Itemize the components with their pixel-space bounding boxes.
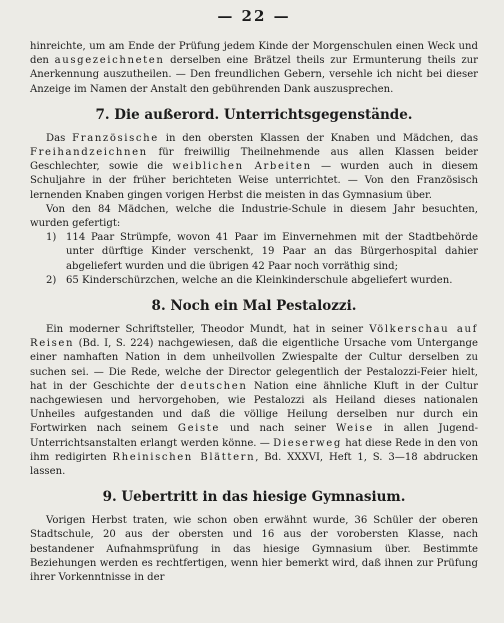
s8-text-g: , Bd. XXXVI, Heft 1, S. 3—18 abdrucken lassen. xyxy=(30,451,478,478)
section-7-paragraph-2: Von den 84 Mädchen, welche die Industrie-Schule in diesem Jahr besuchten, wurden gefertigt: xyxy=(30,203,478,230)
intro-spaced-1: ausgezeichneten xyxy=(54,55,165,67)
list-item-text: 114 Paar Strümpfe, wovon 41 Paar im Einvernehmen mit der Stadtbehörde unter dürftige Kinder verschenkt, 19 Paar an das Bürgerhospital dahier abgeliefert wurden und die übrigen 42 Paar noch vorräthig sind; xyxy=(66,232,478,272)
s8-text-d: und nach seiner xyxy=(219,423,336,435)
s7-text-a: Das xyxy=(46,132,73,144)
section-7-heading: 7. Die außerord. Unterrichtsgegenstände. xyxy=(95,106,413,123)
list-item-number: 2) xyxy=(46,274,57,286)
s7-spaced-2: Freihandzeichnen xyxy=(30,147,148,159)
section-8-paragraph xyxy=(30,323,478,479)
s8-text-f: hat diese Rede in den von ihm redigirten xyxy=(30,437,478,463)
s8-spaced-3: Geiste xyxy=(177,423,220,435)
s8-text-b: (Bd. I, S. 224) nachgewiesen, daß die eigentliche Ursache vom Untergange einer namhaften Nation in dem unheilvollen Zwiespalte der Cultur derselben zu suchen sei. — Die Rede, welche der Director gelegentlich der Pestalozzi-Feier hielt, hat in der Geschichte der xyxy=(30,338,478,392)
s8-spaced-2: deutschen xyxy=(180,380,248,392)
s7-spaced-3: weiblichen Arbeiten xyxy=(172,161,312,173)
s7-text-b: in den obersten Klassen der Knaben und Mädchen, das xyxy=(158,132,479,144)
list-item-number: 1) xyxy=(46,232,57,244)
intro-text-1: hinreichte, um am Ende der Prüfung jedem Kinde der Morgenschulen einen Weck und den xyxy=(30,41,478,67)
s8-spaced-4: Weise xyxy=(335,423,374,435)
s8-spaced-1: Völkerschau auf Reisen xyxy=(30,324,478,350)
intro-text-2: derselben eine Brätzel theils zur Ermunterung theils zur Anerkennung auszutheilen. — Den freundlichen Gebern, versehle ich nicht bei dieser Anzeige im Namen der Anstalt den gebührenden Dank auszusprechen. xyxy=(30,55,478,95)
intro-paragraph xyxy=(30,40,478,97)
s7-text-d: — wurden auch in diesem Schuljahre in der früher berichteten Weise unterrichtet. — Von den Französisch lernenden Knaben gingen vorigen Herbst die meisten in das Gymnasium über. xyxy=(30,161,478,201)
section-7-paragraph-1 xyxy=(30,132,478,203)
list-item xyxy=(30,274,478,288)
s7-spaced-1: Französische xyxy=(72,132,159,144)
page-number: — 22 — xyxy=(217,7,291,25)
list-item xyxy=(30,231,478,274)
section-9-heading: 9. Uebertritt in das hiesige Gymnasium. xyxy=(102,489,406,506)
list-item-text: 65 Kinderschürzchen, welche an die Kleinkinderschule abgeliefert wurden. xyxy=(66,274,453,286)
section-9-paragraph: Vorigen Herbst traten, wie schon oben erwähnt wurde, 36 Schüler der oberen Stadtschule, 20 aus der obersten und 16 aus der vorobersten Klasse, nach bestandener Aufnahmsprüfung in das hiesige Gymnasium über. Bestimmte Beziehungen werden es rechtfertigen, wenn hier bemerkt wird, daß ihnen zur Prüfung ihrer Vorkenntnisse in der xyxy=(30,515,478,584)
s8-spaced-6: Rheinischen Blättern xyxy=(112,451,256,463)
s8-spaced-5: Dieserweg xyxy=(273,437,342,449)
s8-text-e: in allen Jugend-Unterrichtsanstalten erlangt werden könne. — xyxy=(30,423,478,449)
s8-text-c: Nation eine ähnliche Kluft in der Cultur nachgewiesen und hervorgehoben, wie Pestalozzi als Heiland dieses nationalen Unheiles aufgestanden und daß die völlige Heilung derselben nur durch ein Fortwirken nach seinem xyxy=(30,380,478,435)
s8-text-a: Ein moderner Schriftsteller, Theodor Mundt, hat in seiner xyxy=(46,324,370,336)
s7-text-c: für freiwillig Theilnehmende aus allen Klassen beider Geschlechter, sowie die xyxy=(30,147,478,173)
section-8-heading: 8. Noch ein Mal Pestalozzi. xyxy=(151,298,357,315)
